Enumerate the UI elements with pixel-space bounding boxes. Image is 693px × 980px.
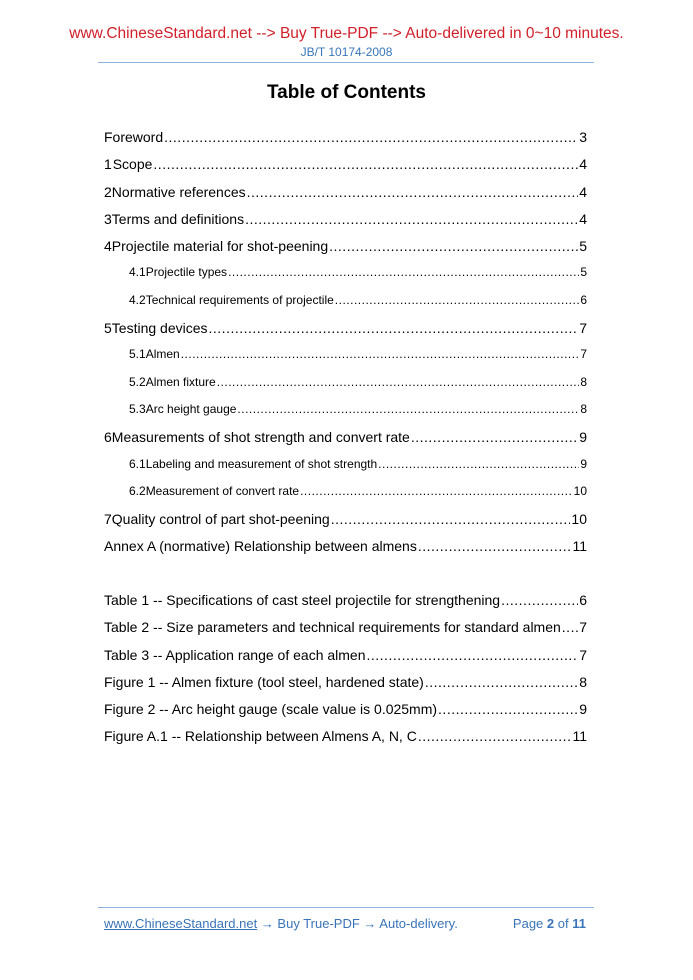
entry-page-number: 11 [572,728,587,745]
entry-number: 6.1 [129,456,146,471]
entry-page-number: 4 [579,210,587,227]
page-of: of [557,916,569,931]
dot-leader [331,511,571,527]
entry-label: Labeling and measurement of shot strength [145,456,378,471]
toc-entry[interactable] [104,619,587,646]
total-pages: 11 [572,916,586,931]
entry-number: 5.3 [129,401,146,416]
entry-page-number: 4 [579,156,587,173]
entry-page-number: 3 [579,129,587,145]
entry-label: Projectile types [145,265,228,280]
toc-entry[interactable] [104,265,587,292]
toc-entry[interactable] [104,184,587,211]
entry-number: 5.1 [129,347,146,362]
dot-leader [367,647,579,663]
entry-label: Measurement of convert rate [145,483,300,498]
toc-entry[interactable] [104,457,587,484]
toc-entry[interactable] [104,347,587,374]
entry-page-number: 9 [580,456,587,471]
document-number: JB/T 10174-2008 [300,45,393,59]
entry-label: Figure 2 -- Arc height gauge (scale value is 0.025mm) [104,701,438,718]
entry-label: Technical requirements of projectile [145,292,334,307]
dot-leader [181,347,580,361]
toc-entry[interactable] [104,211,587,238]
dot-leader [153,156,578,172]
entry-label: Figure A.1 -- Relationship between Almens A, N, C [104,728,417,745]
entry-page-number: 9 [579,701,587,718]
current-page: 2 [546,916,555,931]
toc-entry[interactable] [104,647,587,674]
toc-entry[interactable] [104,701,587,728]
entry-page-number: 9 [579,429,587,446]
entry-number: 4 [104,238,112,255]
dot-leader [562,619,578,635]
dot-leader [329,238,578,254]
page-indicator [513,916,586,931]
entry-label: Table 2 -- Size parameters and technical requirements for standard almen [104,619,561,636]
toc-entry[interactable] [104,320,587,347]
dot-leader [164,129,578,145]
entry-page-number: 5 [579,238,587,255]
dot-leader [418,728,572,744]
dot-leader [411,429,578,445]
dot-leader [378,457,579,471]
dot-leader [237,402,579,416]
entry-label: Figure 1 -- Almen fixture (tool steel, hardened state) [104,673,424,690]
toc-entry[interactable] [104,293,587,320]
entry-number: 6 [104,429,112,446]
dot-leader [247,184,579,200]
promo-banner: www.ChineseStandard.net --> Buy True-PDF --> Auto-delivered in 0~10 minutes. [69,25,624,42]
dot-leader [501,592,578,608]
entry-page-number: 11 [572,538,587,555]
entry-page-number: 8 [580,401,587,416]
entry-page-number: 10 [571,511,587,528]
entry-page-number: 10 [573,483,587,498]
toc-entry[interactable] [104,156,587,183]
entry-label: Almen fixture [145,374,216,389]
entry-number: 6.2 [129,483,146,498]
entry-number: 4.2 [129,292,146,307]
entry-number: 5 [104,320,112,337]
dot-leader [335,293,580,307]
entry-page-number: 6 [579,592,587,608]
entry-label: Quality control of part shot-peening [111,511,330,528]
entry-page-number: 4 [579,183,587,200]
entry-label: Almen [145,347,180,362]
dot-leader [217,375,580,389]
entry-label: Measurements of shot strength and convert rate [111,429,410,446]
entry-page-number: 7 [579,619,587,636]
entry-page-number: 7 [579,320,587,337]
dot-leader [418,538,572,554]
dot-leader [300,484,573,498]
entry-label: Projectile material for shot-peening [111,238,329,255]
entry-label: Normative references [111,183,246,200]
toc-entry[interactable] [104,538,587,565]
toc-entry[interactable] [104,238,587,265]
header-divider [98,62,594,63]
toc-entry[interactable] [104,674,587,701]
entry-label: Terms and definitions [111,210,245,227]
toc-list [104,129,587,566]
dot-leader [209,320,579,336]
entry-label: Table 1 -- Specifications of cast steel projectile for strengthening [104,592,501,608]
dot-leader [425,674,578,690]
entry-number: 4.1 [129,265,146,280]
entry-number: 5.2 [129,374,146,389]
entry-label: Annex A (normative) Relationship between almens [104,538,417,555]
toc-entry[interactable] [104,511,587,538]
entry-number: 1 [104,156,112,173]
entry-label: Foreword [104,129,164,145]
page-prefix: Page [512,916,544,931]
footer-promo [104,916,458,931]
toc-entry[interactable] [104,129,587,156]
entry-page-number: 7 [579,646,587,663]
figure-list [104,592,587,756]
dot-leader [228,265,579,279]
entry-page-number: 5 [580,265,587,280]
footer-link[interactable]: www.ChineseStandard.net [104,916,258,931]
toc-entry[interactable] [104,429,587,456]
entry-page-number: 8 [580,374,587,389]
dot-leader [438,701,578,717]
toc-entry[interactable] [104,402,587,429]
dot-leader [245,211,578,227]
entry-page-number: 8 [579,673,587,690]
entry-number: 3 [104,210,112,227]
toc-entry[interactable] [104,592,587,619]
entry-label: Arc height gauge [145,401,237,416]
entry-label: Scope [112,156,153,173]
entry-number: 7 [104,511,112,528]
entry-label: Testing devices [111,320,208,337]
toc-entry[interactable] [104,728,587,755]
toc-entry[interactable] [104,375,587,402]
page-title: Table of Contents [266,82,427,103]
footer-divider [98,907,594,908]
entry-label: Table 3 -- Application range of each almen [104,646,366,663]
entry-number: 2 [104,183,112,200]
toc-entry[interactable] [104,484,587,511]
footer-text: → Buy True-PDF → Auto-delivery. [257,916,458,931]
entry-page-number: 7 [580,347,587,362]
footer [104,916,586,931]
entry-page-number: 6 [580,292,587,307]
